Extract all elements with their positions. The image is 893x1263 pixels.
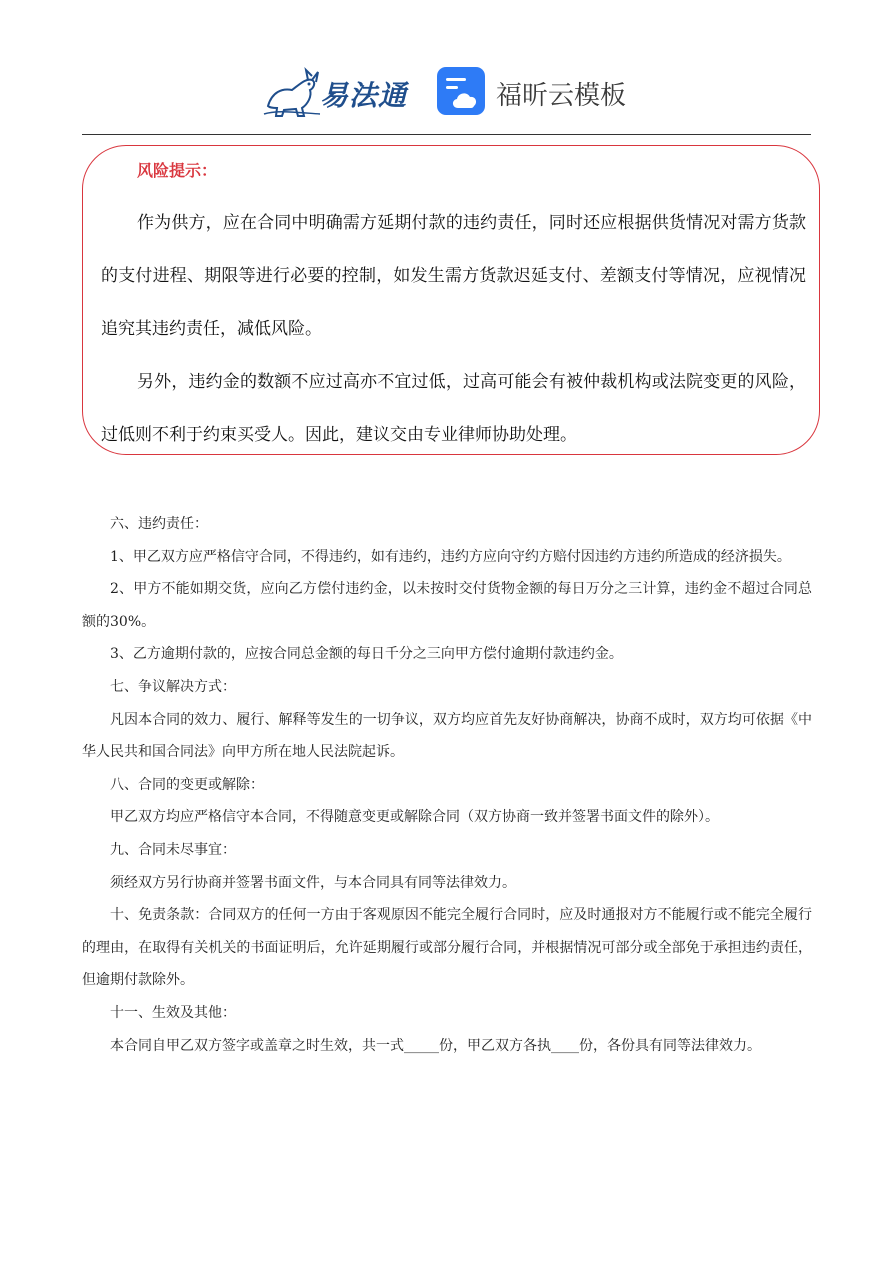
foxit-logo-text: 福昕云模板 <box>496 81 627 111</box>
header-divider <box>82 134 811 135</box>
section-heading: 十一、生效及其他： <box>110 1004 236 1021</box>
section-heading: 六、违约责任： <box>110 516 208 532</box>
clause-paragraph: 十、免责条款：合同双方的任何一方由于客观原因不能完全履行合同时，应及时通报对方不能履行或不能完全履行的理由，在取得有关机关的书面证明后，允许延期履行或部分履行合同，并根据情况可部分或全部免于承担违约责任，但逾期付款除外。 <box>82 907 812 989</box>
foxit-cloud-template-logo <box>436 66 646 118</box>
section-heading: 九、合同未尽事宜： <box>110 841 236 858</box>
clause-paragraph: 1、甲乙双方应严格信守合同，不得违约，如有违约，违约方应向守约方赔付因违约方违约所造成的经济损失。 <box>110 548 791 565</box>
qilin-emblem-icon <box>262 62 322 118</box>
section-heading: 八、合同的变更或解除： <box>110 776 264 793</box>
risk-warning-paragraph-1: 作为供方，应在合同中明确需方延期付款的违约责任，同时还应根据供货情况对需方货款的支付进程、期限等进行必要的控制，如发生需方货款迟延支付、差额支付等情况，应视情况追究其违约责任，减低风险。 <box>101 213 806 339</box>
risk-warning-box <box>82 145 820 455</box>
clause-paragraph: 甲乙双方均应严格信守本合同，不得随意变更或解除合同（双方协商一致并签署书面文件的除外）。 <box>110 809 719 826</box>
clause-paragraph: 3、乙方逾期付款的，应按合同总金额的每日千分之三向甲方偿付逾期付款违约金。 <box>110 646 623 663</box>
yifatong-logo-text: 易法通 <box>320 79 408 112</box>
risk-warning-title: 风险提示： <box>137 161 218 180</box>
page-header <box>0 58 893 122</box>
cloud-document-icon <box>436 66 486 116</box>
section-heading: 七、争议解决方式： <box>110 678 236 695</box>
clause-paragraph: 凡因本合同的效力、履行、解释等发生的一切争议，双方均应首先友好协商解决，协商不成时，双方均可依据《中华人民共和国合同法》向甲方所在地人民法院起诉。 <box>82 711 812 761</box>
contract-body <box>82 508 812 1062</box>
clause-paragraph: 须经双方另行协商并签署书面文件，与本合同具有同等法律效力。 <box>110 874 516 891</box>
yifatong-logo <box>262 62 412 118</box>
risk-warning-paragraph-2: 另外，违约金的数额不应过高亦不宜过低，过高可能会有被仲裁机构或法院变更的风险，过低则不利于约束买受人。因此，建议交由专业律师协助处理。 <box>101 372 806 445</box>
clause-paragraph: 本合同自甲乙双方签字或盖章之时生效，共一式_____份，甲乙双方各执____份，各份具有同等法律效力。 <box>110 1037 761 1054</box>
clause-paragraph: 2、甲方不能如期交货，应向乙方偿付违约金，以未按时交付货物金额的每日万分之三计算，违约金不超过合同总额的30%。 <box>82 581 812 630</box>
